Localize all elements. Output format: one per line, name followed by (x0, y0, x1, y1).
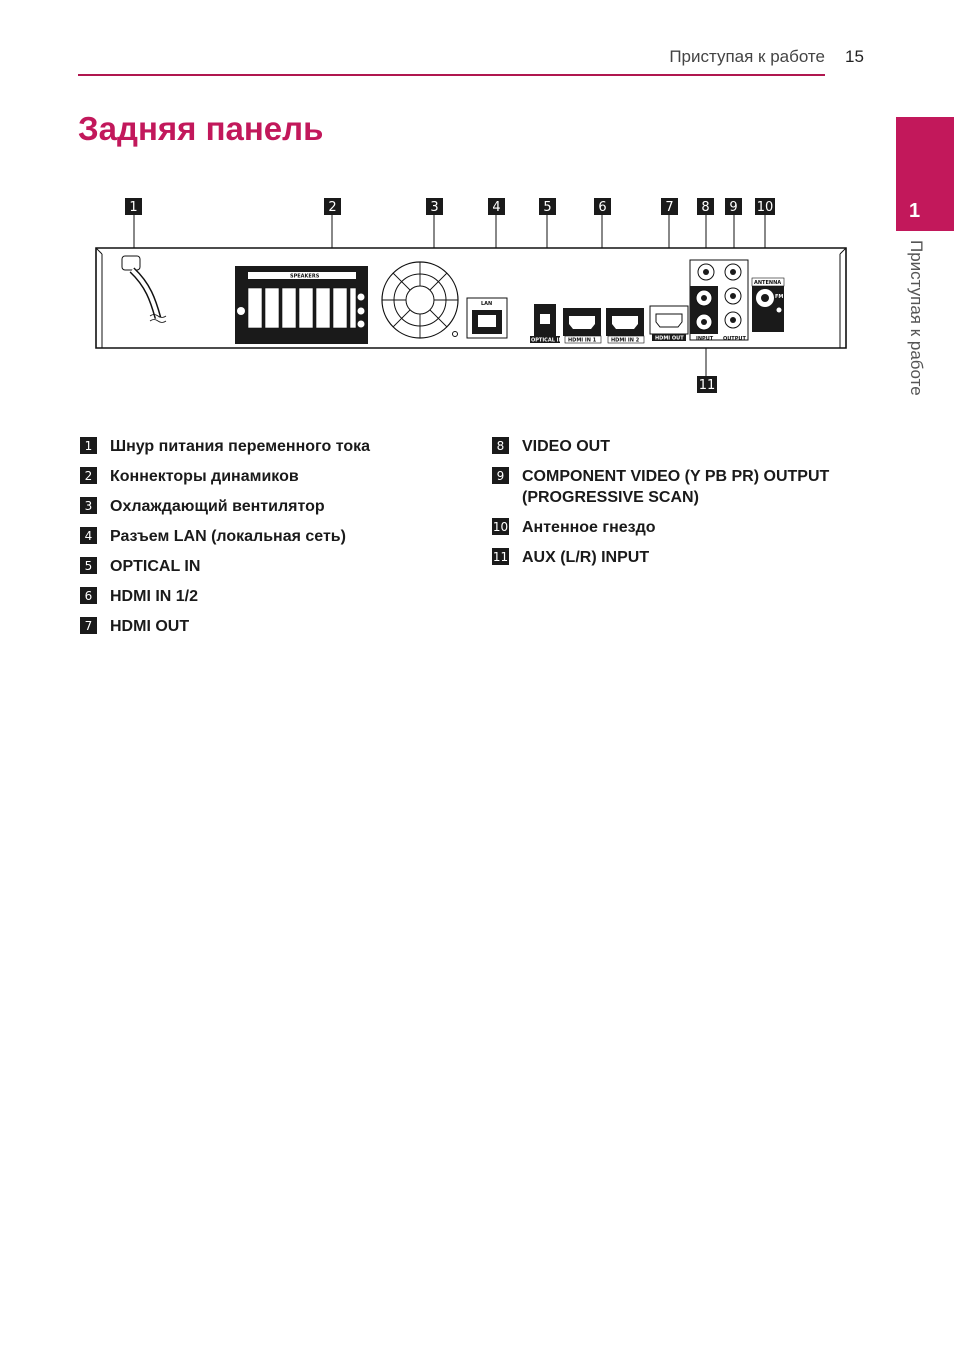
chapter-tab (896, 117, 954, 231)
callout-3 (426, 198, 443, 215)
svg-text:3: 3 (430, 200, 439, 215)
legend-right (492, 436, 872, 577)
callout-7 (661, 198, 678, 215)
legend-number: 11 (492, 549, 509, 564)
svg-text:1: 1 (129, 200, 138, 215)
legend-text: VIDEO OUT (522, 438, 611, 455)
legend-item-2 (80, 466, 460, 487)
legend-number: 2 (80, 467, 97, 484)
antenna-jack (752, 278, 784, 332)
lan-port (467, 298, 507, 338)
legend-item-3 (80, 496, 460, 517)
legend-number: 3 (80, 497, 97, 514)
legend-text: Охлаждающий вентилятор (110, 498, 325, 515)
av-jacks-block (690, 260, 748, 342)
hdmi-out-label: HDMI OUT (655, 335, 684, 342)
legend-text: Коннекторы динамиков (110, 468, 299, 485)
hdmi-in-2-port (606, 308, 644, 344)
callout-6 (594, 198, 611, 215)
legend-number: 4 (80, 527, 97, 544)
svg-text:7: 7 (665, 200, 674, 215)
legend-number: 10 (492, 519, 509, 534)
running-header: Приступая к работе (669, 47, 825, 66)
svg-text:9: 9 (729, 200, 738, 215)
legend-item-5 (80, 556, 460, 577)
svg-text:10: 10 (756, 200, 774, 215)
callout-1 (125, 198, 142, 215)
fan-icon (381, 258, 461, 342)
svg-text:6: 6 (598, 200, 607, 215)
callout-5 (539, 198, 556, 215)
lan-label: LAN (481, 301, 493, 307)
legend-item-7 (80, 616, 460, 637)
page-number: 15 (845, 47, 864, 66)
legend-number: 1 (80, 437, 97, 454)
legend-number: 5 (80, 557, 97, 574)
callout-11 (697, 376, 717, 393)
speakers-label: SPEAKERS (290, 273, 320, 280)
legend-text: OPTICAL IN (110, 558, 201, 575)
legend-number: 9 (492, 467, 509, 484)
callout-8 (697, 198, 714, 215)
legend-item-9 (492, 466, 872, 508)
antenna-label: ANTENNA (754, 280, 782, 286)
legend-item-11 (492, 547, 872, 568)
svg-text:8: 8 (701, 200, 710, 215)
optical-label: OPTICAL IN (531, 337, 563, 344)
component-output-label: OUTPUT (723, 336, 746, 342)
callout-9 (725, 198, 742, 215)
svg-text:5: 5 (543, 200, 552, 215)
aux-input-label: INPUT (696, 336, 714, 342)
hdmi-out-port (650, 306, 688, 342)
rear-panel-diagram (78, 190, 858, 410)
legend-left (80, 436, 460, 646)
legend-item-1 (80, 436, 460, 457)
page-title: Задняя панель (78, 110, 324, 147)
legend-item-10 (492, 517, 872, 538)
chapter-number: 1 (909, 200, 921, 222)
callout-2 (324, 198, 341, 215)
legend-text: Антенное гнездо (522, 519, 656, 536)
legend-text: Шнур питания переменного тока (110, 438, 370, 455)
legend-text: HDMI OUT (110, 618, 190, 635)
legend-text: AUX (L/R) INPUT (522, 549, 650, 566)
callout-4 (488, 198, 505, 215)
hdmi-in1-label: HDMI IN 1 (568, 337, 597, 344)
svg-text:4: 4 (492, 200, 501, 215)
legend-number: 6 (80, 587, 97, 604)
legend-text: COMPONENT VIDEO (Y PB PR) OUTPUT (PROGRESSIVE SCAN) (522, 468, 830, 506)
header-divider (78, 74, 825, 76)
chapter-tab-label: Приступая к работе (907, 240, 926, 396)
svg-text:11: 11 (698, 378, 716, 393)
hdmi-in-1-port (563, 308, 601, 344)
speaker-connectors (235, 266, 368, 344)
legend-item-6 (80, 586, 460, 607)
fm-label: FM (775, 294, 784, 300)
legend-text: HDMI IN 1/2 (110, 588, 199, 605)
legend-item-4 (80, 526, 460, 547)
legend-number: 8 (492, 437, 509, 454)
legend-number: 7 (80, 617, 97, 634)
hdmi-in2-label: HDMI IN 2 (611, 337, 640, 344)
legend-item-8 (492, 436, 872, 457)
callout-10 (755, 198, 775, 215)
svg-text:2: 2 (328, 200, 337, 215)
legend-text: Разъем LAN (локальная сеть) (110, 528, 346, 545)
